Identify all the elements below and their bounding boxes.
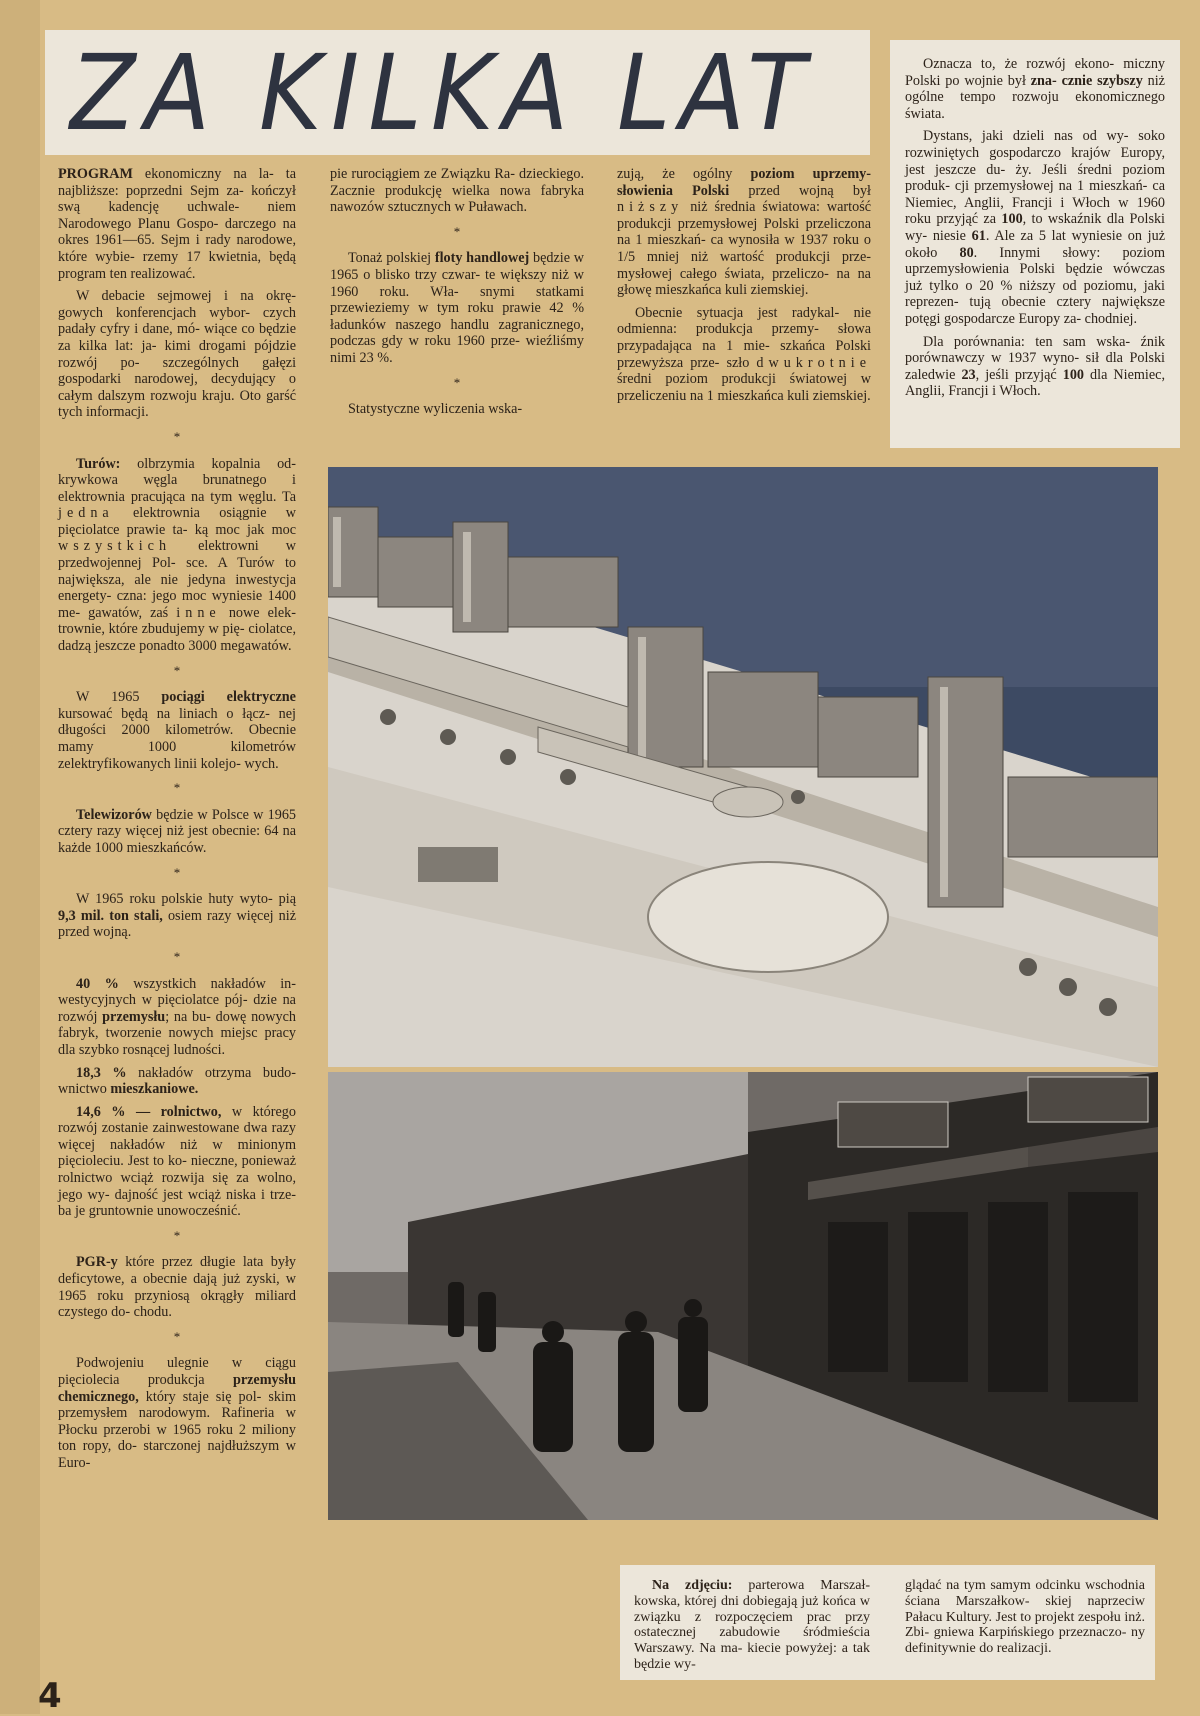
column-4 xyxy=(905,56,1165,406)
architectural-model-photo xyxy=(328,467,1158,1067)
caption-left: Na zdjęciu: parterowa Marszał- kowska, której dni dobiegają już końca w związku z rozpoczęciem prac przy ostatecznej zabudowie śródmieścia Warszawy. Na ma- kiecie powyżej: a tak będzie wy- xyxy=(634,1578,871,1672)
paragraph-budownictwo: 18,3 % nakładów otrzyma budo- wnictwo mieszkaniowe. xyxy=(58,1064,296,1098)
paragraph-debate: W debacie sejmowej i na okrę- gowych konferencjach wybor- czych padały cyfry i dane, mó- wiące co będzie za kilka lat: ja- kimi drogami pójdzie rozwój po- szczególnych gałęzi gospodarki narodowej, decydujący o całym dalszym rozwoju kraju. Oto garść tych informacji. xyxy=(58,288,297,421)
page-title: ZA KILKA LAT xyxy=(70,32,815,154)
paragraph-dystans: Dystans, jaki dzieli nas od wy- soko rozwiniętych gospodarczo krajów Europy, jest jeszcze du- ży. Jeśli średni poziom produk- cji przemysłowej na 1 mieszkań- ca Niemiec, Anglii, Francji i Włoch w 1960 roku przyjąć za 100, to wskaźnik dla Polski wy- niesie 61. Ale za 5 lat wyniesie on już około 80. Innymi słowy: poziom uprzemysłowienia Polski będzie wówczas już tylko o 20 % niższy od poziomu, jaki reprezen- tują obecnie cztery największe potęgi gospodarcze Europy za- chodniej. xyxy=(905,128,1166,327)
street-photo xyxy=(328,1072,1158,1520)
separator-star: * xyxy=(173,1227,181,1243)
paragraph-porownanie: Dla porównania: ten sam wska- źnik porównawczy w 1937 wyno- sił dla Polski zaledwie 23, jeśli przyjąć 100 dla Niemiec, Anglii, Francji i Włoch. xyxy=(905,333,1166,400)
caption-right: glądać na tym samym odcinku wschodnia ściana Marszałkow- skiej naprzeciw Pałacu Kultury. Jest to projekt zespołu inż. Zbi- gniewa Karpińskiego przeznaczo- ny definitywnie do realizacji. xyxy=(905,1578,1146,1657)
lead-word: PROGRAM xyxy=(58,166,133,182)
street-illustration xyxy=(328,1072,1158,1520)
paragraph-obecnie: Obecnie sytuacja jest radykal- nie odmienna: produkcja przemy- słowa przypadająca na 1 mie- szkańca Polski przewyższa prze- szło dwukrotnie średni poziom produkcji światowej w przeliczeniu na 1 mieszkańca kuli ziemskiej. xyxy=(617,304,872,404)
separator-star: * xyxy=(173,780,181,796)
paragraph-rurociag: pie rurociągiem ze Związku Ra- dzieckiego. Zacznie produkcję wielka nowa fabryka nawozów sztucznych w Puławach. xyxy=(330,166,585,216)
separator-star: * xyxy=(173,864,181,880)
column-2 xyxy=(330,166,584,424)
paragraph-program: PROGRAM ekonomiczny na la- ta najbliższe: poprzedni Sejm za- kończył swą kadencję uchwale- niem Narodowego Planu Gospo- darczego na okres 1961—65. Sejm i rady narodowe, które wybie- rzemy 17 kwietnia, będą program ten realizować. xyxy=(58,166,297,282)
paragraph-turow: Turów: olbrzymia kopalnia od- krywkowa węgla brunatnego i elektrownia pracująca na tym węglu. Ta jedna elektrownia osiągnie w pięciolatce prawie ta- ką moc jak moc wszystkich elektrowni w przedwojennej Pol- sce. A Turów to największa, ale nie jedyna inwestycja energety- czna: jego moc wyniesie 1400 me- gawatów, zaś inne nowe elek- trownie, które zbudujemy w pię- ciolatce, dadzą jeszcze ponadto 3000 megawatów. xyxy=(58,455,297,655)
paragraph-naklady: 40 % wszystkich nakładów in- westycyjnych w pięciolatce pój- dzie na rozwój przemysłu; na bu- dowę nowych fabryk, tworzenie nowych miejsc pracy dla szybko rosnącej ludności. xyxy=(58,975,297,1058)
page-margin xyxy=(0,0,40,1714)
separator-star: * xyxy=(173,428,181,444)
separator-star: * xyxy=(173,1328,181,1344)
paragraph-oznacza: Oznacza to, że rozwój ekono- miczny Polski po wojnie był zna- cznie szybszy niż ogólne tempo rozwoju ekonomicznego świata. xyxy=(905,56,1166,122)
paragraph-telewizory: Telewizorów będzie w Polsce w 1965 cztery razy więcej niż jest obecnie: 64 na każde 1000 mieszkańców. xyxy=(58,806,297,856)
separator-star: * xyxy=(173,948,181,964)
page-number: 4 xyxy=(38,1676,62,1716)
column-3 xyxy=(617,166,871,410)
paragraph-chemia: Podwojeniu ulegnie w ciągu pięciolecia produkcja przemysłu chemicznego, który staje się pol- skim przemysłem narodowym. Rafineria w Płocku przerobi w 1965 roku 2 miliony ton ropy, do- starczonej najdłuższym w Euro- xyxy=(58,1355,297,1471)
paragraph-pociagi: W 1965 pociągi elektryczne kursować będą na liniach o łącz- nej długości 2000 kilometrów. Obecnie mamy 1000 kilometrów zelektryfikowanych linii kolejo- wych. xyxy=(58,689,296,772)
column-1 xyxy=(58,166,296,1478)
paragraph-poziom: zują, że ogólny poziom uprzemy- słowienia Polski przed wojną był niższy niż średnia światowa: wartość produkcji przemysłowej Polski przeliczona na 1 mieszkań- ca wynosiła w 1937 roku o 1/5 mniej niż wartość produkcji prze- mysłowej całego świata, przeliczo- na na głowę mieszkańca kuli ziemskiej. xyxy=(617,166,872,299)
paragraph-pgr: PGR-y które przez długie lata były deficytowe, a obecnie dają już zyski, w 1965 roku przyniosą okrągły miliard czystego do- chodu. xyxy=(58,1254,296,1321)
separator-star: * xyxy=(453,374,461,390)
separator-star: * xyxy=(453,223,461,239)
paragraph-flota: Tonaż polskiej floty handlowej będzie w 1965 o blisko trzy czwar- te większy niż w 1960 roku. Wła- snymi statkami przewieziemy w tym roku prawie 42 % ładunków naszego handlu zagranicznego, podczas gdy w roku 1960 prze- wieźliśmy nimi 23 %. xyxy=(330,250,585,366)
paragraph-statystyczne: Statystyczne wyliczenia wska- xyxy=(348,401,523,418)
paragraph-rolnictwo: 14,6 % — rolnictwo, w którego rozwój zostanie zainwestowane dwa razy więcej nakładów niż w minionym pięcioleciu. Jest to ko- nieczne, ponieważ rolnictwo wciąż rozwija się za wolno, jego wy- dajność jest wciąż niska i trze- ba je gruntownie unowocześnić. xyxy=(58,1103,297,1220)
separator-star: * xyxy=(173,662,181,678)
model-illustration xyxy=(328,467,1158,1067)
paragraph-huty: W 1965 roku polskie huty wyto- pią 9,3 mil. ton stali, osiem razy więcej niż przed wojną. xyxy=(58,891,297,941)
